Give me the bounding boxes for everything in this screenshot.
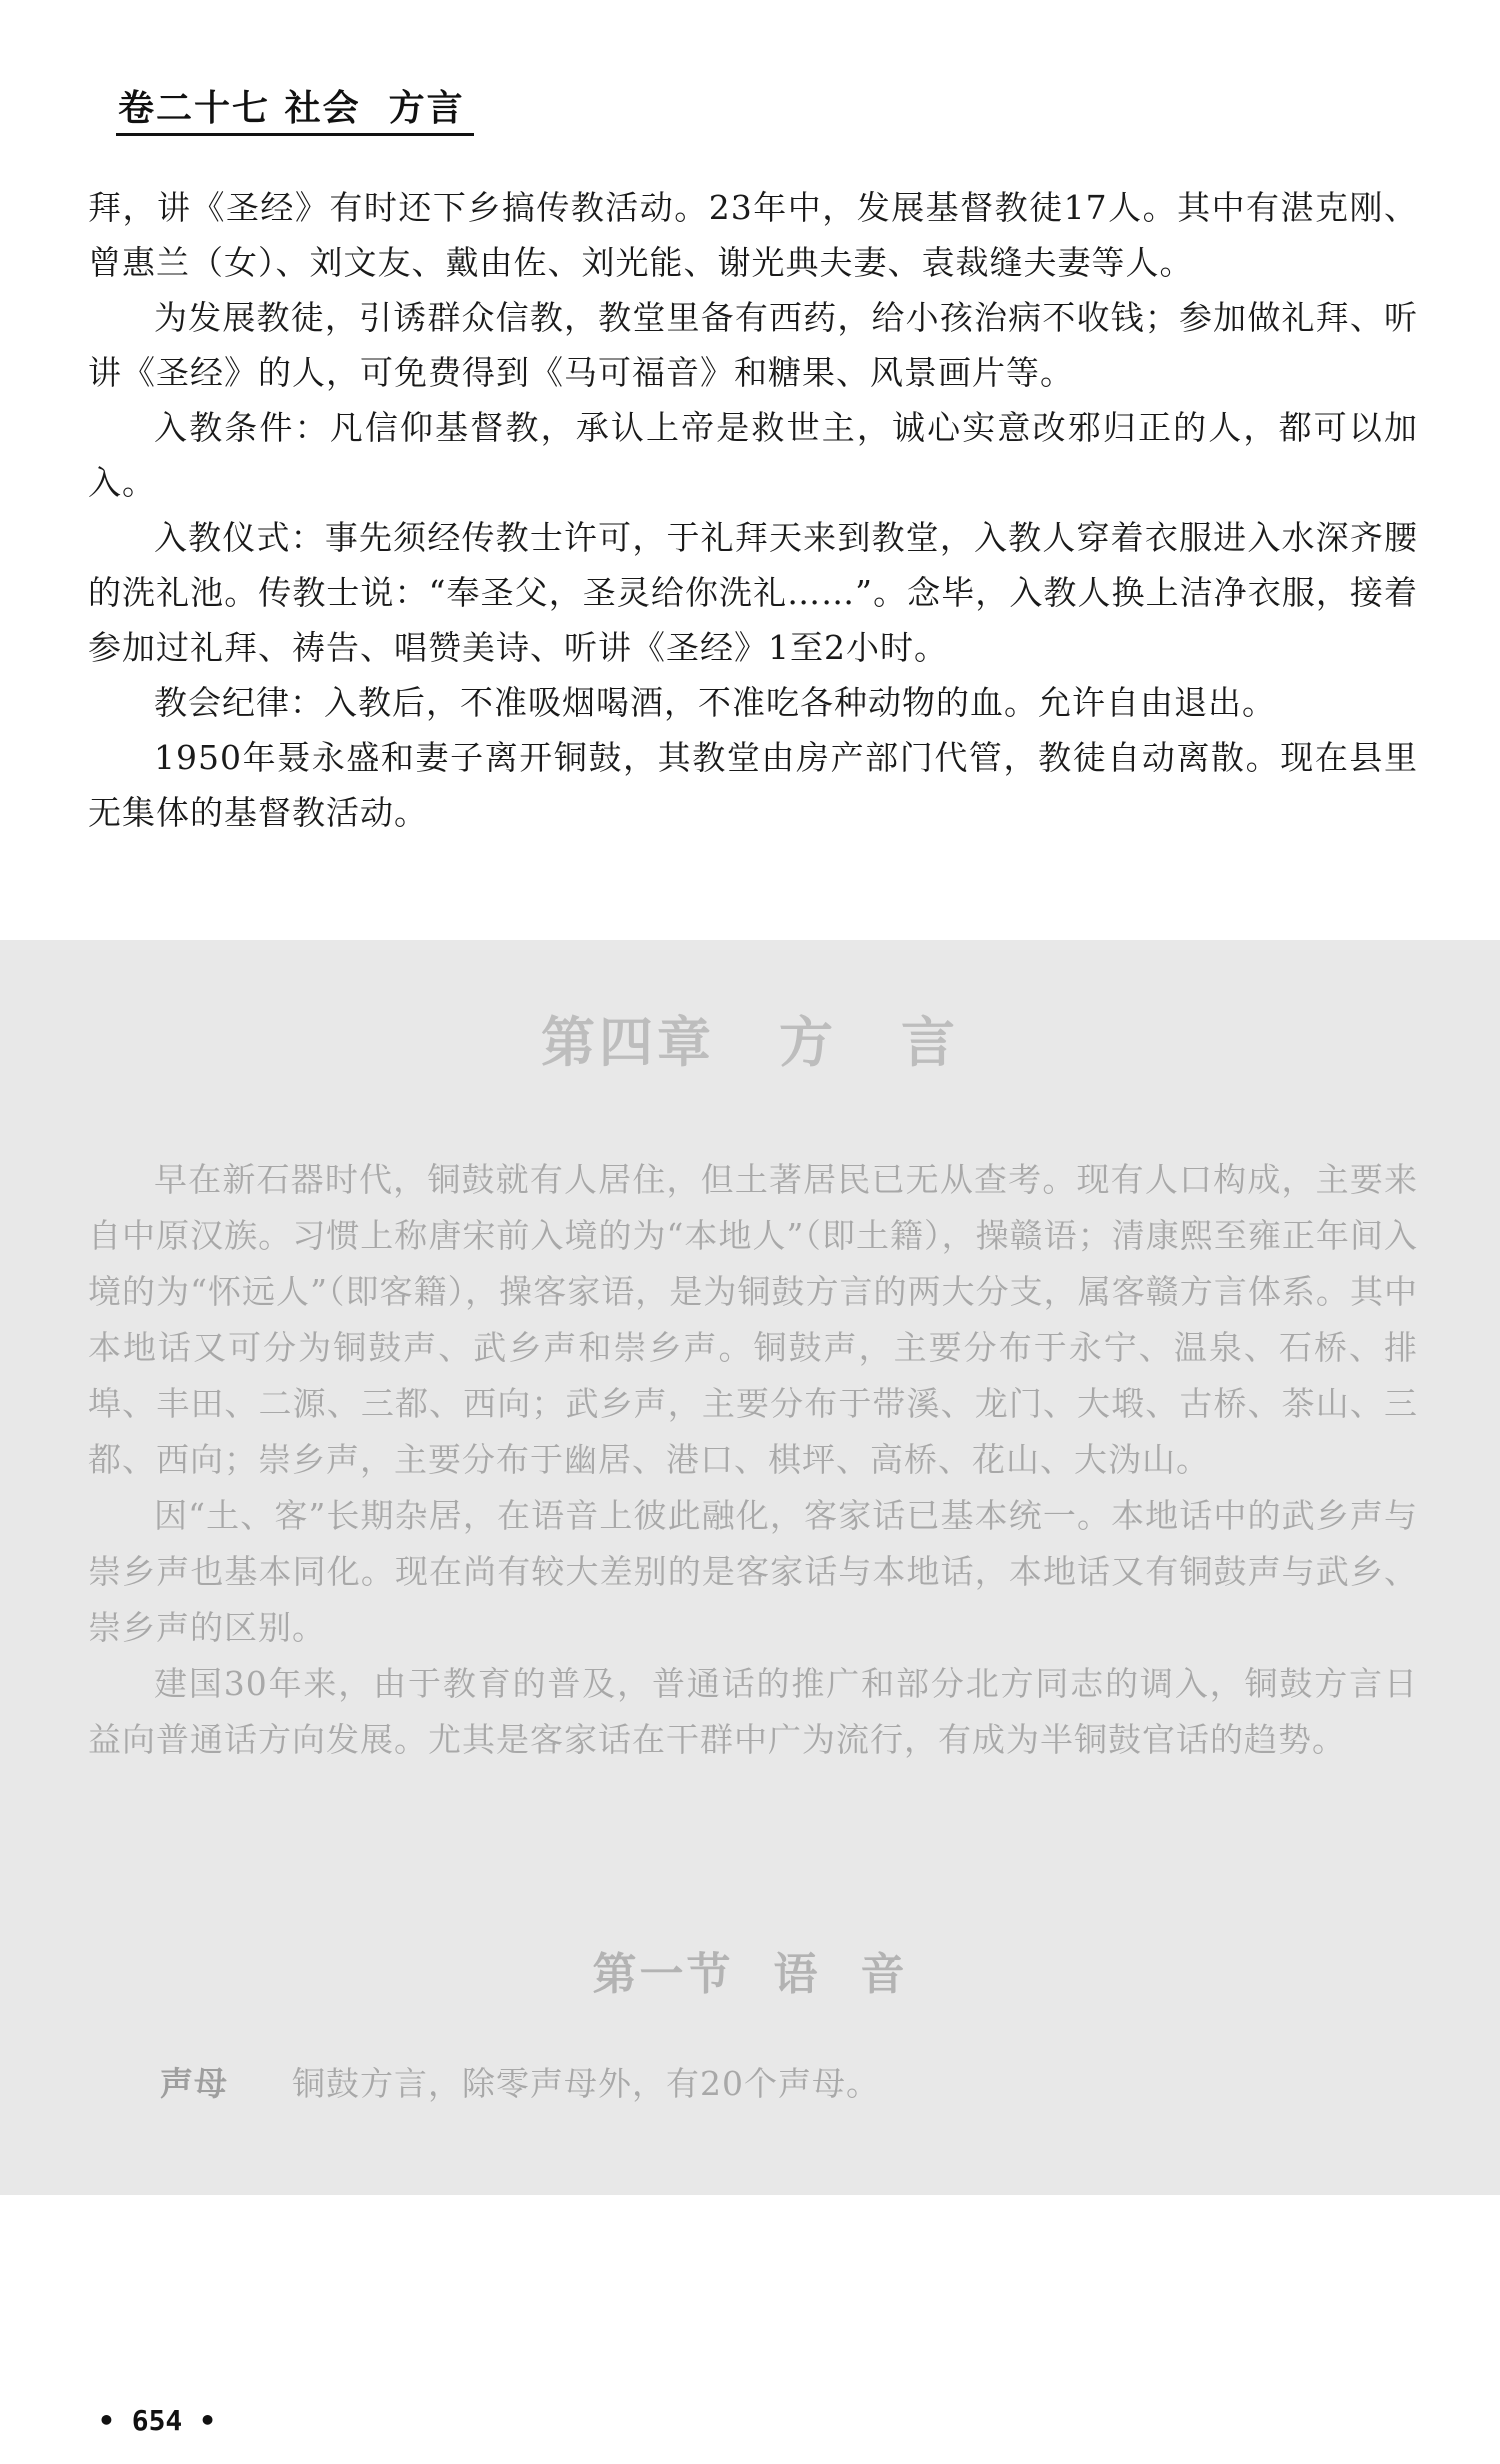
chapter-title-char-1: 方 — [779, 1010, 837, 1074]
paragraph: 教会纪律：入教后，不准吸烟喝酒，不准吃各种动物的血。允许自由退出。 — [154, 683, 1276, 722]
initials-term: 声母 — [160, 2064, 228, 2103]
running-head — [118, 80, 465, 131]
paragraph: 1950年聂永盛和妻子离开铜鼓，其教堂由房产部门代管，教徒自动离散。现在县里无集体的基督教活动。 — [88, 738, 1418, 832]
section-number: 第一节 — [592, 1949, 734, 2000]
paragraph: 拜，讲《圣经》有时还下乡搞传教活动。23年中，发展基督教徒17人。其中有湛克刚、曾惠兰（女）、刘文友、戴由佐、刘光能、谢光典夫妻、袁裁缝夫妻等人。 — [88, 188, 1418, 282]
running-head-section: 社会 — [284, 88, 361, 129]
paragraph: 入教仪式：事先须经传教士许可，于礼拜天来到教堂，入教人穿着衣服进入水深齐腰的洗礼池。传教士说：“奉圣父，圣灵给你洗礼……”。念毕，入教人换上洁净衣服，接着参加过礼拜、祷告、唱赞美诗、听讲《圣经》1至2小时。 — [88, 518, 1418, 667]
running-head-topic: 方言 — [388, 88, 465, 129]
paragraph: 建国30年来，由于教育的普及，普通话的推广和部分北方同志的调入，铜鼓方言日益向普通话方向发展。尤其是客家话在干群中广为流行，有成为半铜鼓官话的趋势。 — [88, 1664, 1418, 1759]
chapter-body-text — [88, 1152, 1418, 1768]
section-title-char-1: 语 — [773, 1949, 821, 2000]
chapter-title-char-2: 言 — [901, 1010, 959, 1074]
running-head-volume: 卷二十七 — [118, 88, 271, 129]
paragraph: 入教条件：凡信仰基督教，承认上帝是救世主，诚心实意改邪归正的人，都可以加入。 — [88, 408, 1418, 502]
chapter-title — [0, 1000, 1500, 1077]
page-number: • 654 • — [98, 2404, 217, 2437]
chapter-number: 第四章 — [541, 1010, 715, 1074]
paragraph: 早在新石器时代，铜鼓就有人居住，但土著居民已无从查考。现有人口构成，主要来自中原汉族。习惯上称唐宋前入境的为“本地人”（即土籍），操赣语；清康熙至雍正年间入境的为“怀远人”（即客籍），操客家语，是为铜鼓方言的两大分支，属客赣方言体系。其中本地话又可分为铜鼓声、武乡声和崇乡声。铜鼓声，主要分布于永宁、温泉、石桥、排埠、丰田、二源、三都、西向；武乡声，主要分布于带溪、龙门、大塅、古桥、茶山、三都、西向；崇乡声，主要分布于幽居、港口、棋坪、高桥、花山、大沩山。 — [88, 1160, 1418, 1479]
running-head-rule — [116, 133, 474, 136]
section-title — [0, 1938, 1500, 2002]
paragraph: 为发展教徒，引诱群众信教，教堂里备有西药，给小孩治病不收钱；参加做礼拜、听讲《圣经》的人，可免费得到《马可福音》和糖果、风景画片等。 — [88, 298, 1418, 392]
section-title-char-2: 音 — [860, 1949, 908, 2000]
initials-entry — [160, 2058, 880, 2105]
top-body-text — [88, 180, 1418, 840]
paragraph: 因“土、客”长期杂居，在语音上彼此融化，客家话已基本统一。本地话中的武乡声与崇乡声也基本同化。现在尚有较大差别的是客家话与本地话，本地话又有铜鼓声与武乡、崇乡声的区别。 — [88, 1496, 1418, 1647]
initials-text: 铜鼓方言，除零声母外，有20个声母。 — [292, 2064, 880, 2103]
